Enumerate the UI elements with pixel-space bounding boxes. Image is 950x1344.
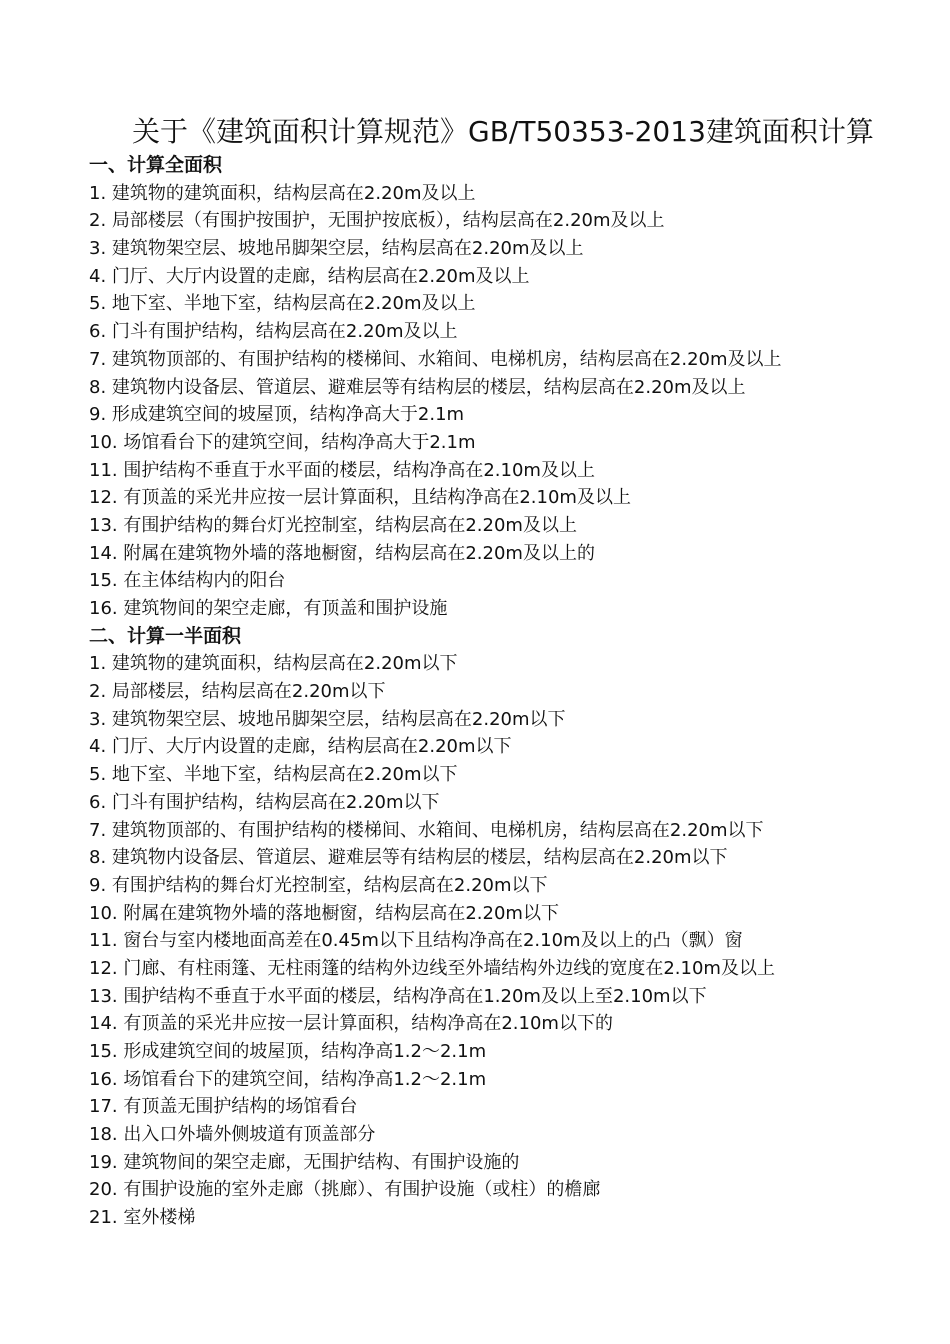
item-number: 17. [89,1096,124,1118]
item-text: 有围护结构的舞台灯光控制室，结构层高在2.20m及以上 [123,514,577,536]
item-number: 5. [89,293,112,315]
list-item [89,290,929,318]
list-item [89,540,929,568]
item-number: 8. [89,376,112,398]
item-text: 附属在建筑物外墙的落地橱窗，结构层高在2.20m及以上的 [123,542,595,564]
document-body [89,152,929,1232]
item-text: 地下室、半地下室，结构层高在2.20m以下 [111,764,458,786]
item-text: 建筑物间的架空走廊，无围护结构、有围护设施的 [123,1151,520,1173]
item-text: 建筑物的建筑面积，结构层高在2.20m及以上 [111,182,476,204]
list-item [89,817,929,845]
item-number: 9. [89,404,112,426]
item-text: 有顶盖的采光井应按一层计算面积，结构净高在2.10m以下的 [123,1013,613,1035]
list-item [89,650,929,678]
item-text: 局部楼层（有围护按围护，无围护按底板），结构层高在2.20m及以上 [111,210,665,232]
item-text: 有顶盖的采光井应按一层计算面积，且结构净高在2.10m及以上 [123,487,631,509]
item-number: 4. [89,265,112,287]
item-number: 9. [89,874,112,896]
section-heading: 二、计算一半面积 [89,624,242,647]
item-text: 门廊、有柱雨篷、无柱雨篷的结构外边线至外墙结构外边线的宽度在2.10m及以上 [123,957,775,979]
list-item [89,872,929,900]
item-number: 1. [89,182,112,204]
item-text: 围护结构不垂直于水平面的楼层，结构净高在2.10m及以上 [123,459,595,481]
item-number: 14. [89,1013,124,1035]
item-text: 建筑物内设备层、管道层、避难层等有结构层的楼层，结构层高在2.20m以下 [111,847,728,869]
list-item [89,1093,929,1121]
item-number: 3. [89,708,112,730]
item-number: 6. [89,321,112,343]
list-item [89,678,929,706]
item-number: 2. [89,210,112,232]
item-number: 10. [89,431,124,453]
full-area-list [89,180,929,623]
document-title: 关于《建筑面积计算规范》GB/T50353-2013建筑面积计算 [132,115,874,148]
section-half-area [89,623,929,1232]
list-item [89,761,929,789]
list-item [89,1204,929,1232]
item-text: 室外楼梯 [123,1207,196,1229]
item-text: 窗台与室内楼地面高差在0.45m以下且结构净高在2.10m及以上的凸（飘）窗 [123,930,743,952]
item-number: 16. [89,1068,124,1090]
list-item [89,706,929,734]
list-item [89,429,929,457]
list-item [89,263,929,291]
list-item [89,955,929,983]
list-item [89,1121,929,1149]
item-number: 13. [89,985,124,1007]
list-item [89,512,929,540]
item-number: 7. [89,819,112,841]
item-number: 8. [89,847,112,869]
list-item [89,318,929,346]
item-number: 13. [89,514,124,536]
item-number: 6. [89,791,112,813]
list-item [89,457,929,485]
item-number: 3. [89,238,112,260]
item-number: 15. [89,1041,124,1062]
item-text: 门厅、大厅内设置的走廊，结构层高在2.20m及以上 [111,265,530,287]
item-text: 出入口外墙外侧坡道有顶盖部分 [123,1124,376,1146]
section-full-area [89,152,929,623]
item-number: 21. [89,1207,124,1229]
list-item [89,235,929,263]
item-number: 2. [89,681,112,703]
list-item [89,844,929,872]
item-number: 16. [89,598,124,619]
item-text: 形成建筑空间的坡屋顶，结构净高大于2.1m [111,404,465,426]
item-text: 局部楼层，结构层高在2.20m以下 [111,681,386,703]
item-number: 11. [89,459,124,481]
item-text: 有围护结构的舞台灯光控制室，结构层高在2.20m以下 [111,874,548,896]
section-heading: 一、计算全面积 [89,154,223,176]
list-item [89,927,929,955]
item-text: 建筑物顶部的、有围护结构的楼梯间、水箱间、电梯机房，结构层高在2.20m以下 [111,819,764,841]
list-item [89,1038,929,1066]
list-item [89,484,929,512]
list-item [89,900,929,928]
item-number: 7. [89,348,112,370]
item-text: 围护结构不垂直于水平面的楼层，结构净高在1.20m及以上至2.10m以下 [123,985,707,1007]
list-item [89,1176,929,1204]
item-text: 建筑物架空层、坡地吊脚架空层，结构层高在2.20m以下 [111,708,566,730]
list-item [89,180,929,208]
list-item [89,567,929,595]
item-number: 12. [89,957,124,979]
item-number: 1. [89,653,112,675]
item-number: 18. [89,1124,124,1146]
item-number: 14. [89,542,124,564]
list-item [89,983,929,1011]
item-text: 门斗有围护结构，结构层高在2.20m以下 [111,791,440,813]
item-text: 门厅、大厅内设置的走廊，结构层高在2.20m以下 [111,736,512,758]
list-item [89,789,929,817]
item-text: 附属在建筑物外墙的落地橱窗，结构层高在2.20m以下 [123,902,559,924]
item-text: 建筑物的建筑面积，结构层高在2.20m以下 [111,653,458,675]
item-number: 5. [89,764,112,786]
list-item [89,595,929,623]
half-area-list [89,650,929,1231]
list-item [89,207,929,235]
list-item [89,374,929,402]
item-text: 场馆看台下的建筑空间，结构净高大于2.1m [123,431,476,453]
list-item [89,346,929,374]
item-number: 12. [89,487,124,509]
list-item [89,733,929,761]
item-text: 建筑物间的架空走廊，有顶盖和围护设施 [123,598,448,619]
item-text: 建筑物架空层、坡地吊脚架空层，结构层高在2.20m及以上 [111,238,584,260]
item-number: 15. [89,570,124,592]
item-text: 建筑物顶部的、有围护结构的楼梯间、水箱间、电梯机房，结构层高在2.20m及以上 [111,348,782,370]
item-text: 地下室、半地下室，结构层高在2.20m及以上 [111,293,476,315]
item-text: 形成建筑空间的坡屋顶，结构净高1.2～2.1m [123,1041,487,1062]
list-item [89,1066,929,1094]
item-text: 在主体结构内的阳台 [123,570,286,592]
item-number: 10. [89,902,124,924]
item-text: 门斗有围护结构，结构层高在2.20m及以上 [111,321,458,343]
item-text: 建筑物内设备层、管道层、避难层等有结构层的楼层，结构层高在2.20m及以上 [111,376,746,398]
item-text: 场馆看台下的建筑空间，结构净高1.2～2.1m [123,1068,487,1090]
item-number: 11. [89,930,124,952]
item-number: 20. [89,1179,124,1201]
item-text: 有顶盖无围护结构的场馆看台 [123,1096,358,1118]
list-item [89,1149,929,1177]
list-item [89,401,929,429]
item-text: 有围护设施的室外走廊（挑廊）、有围护设施（或柱）的檐廊 [123,1179,601,1201]
item-number: 19. [89,1151,124,1173]
item-number: 4. [89,736,112,758]
list-item [89,1010,929,1038]
